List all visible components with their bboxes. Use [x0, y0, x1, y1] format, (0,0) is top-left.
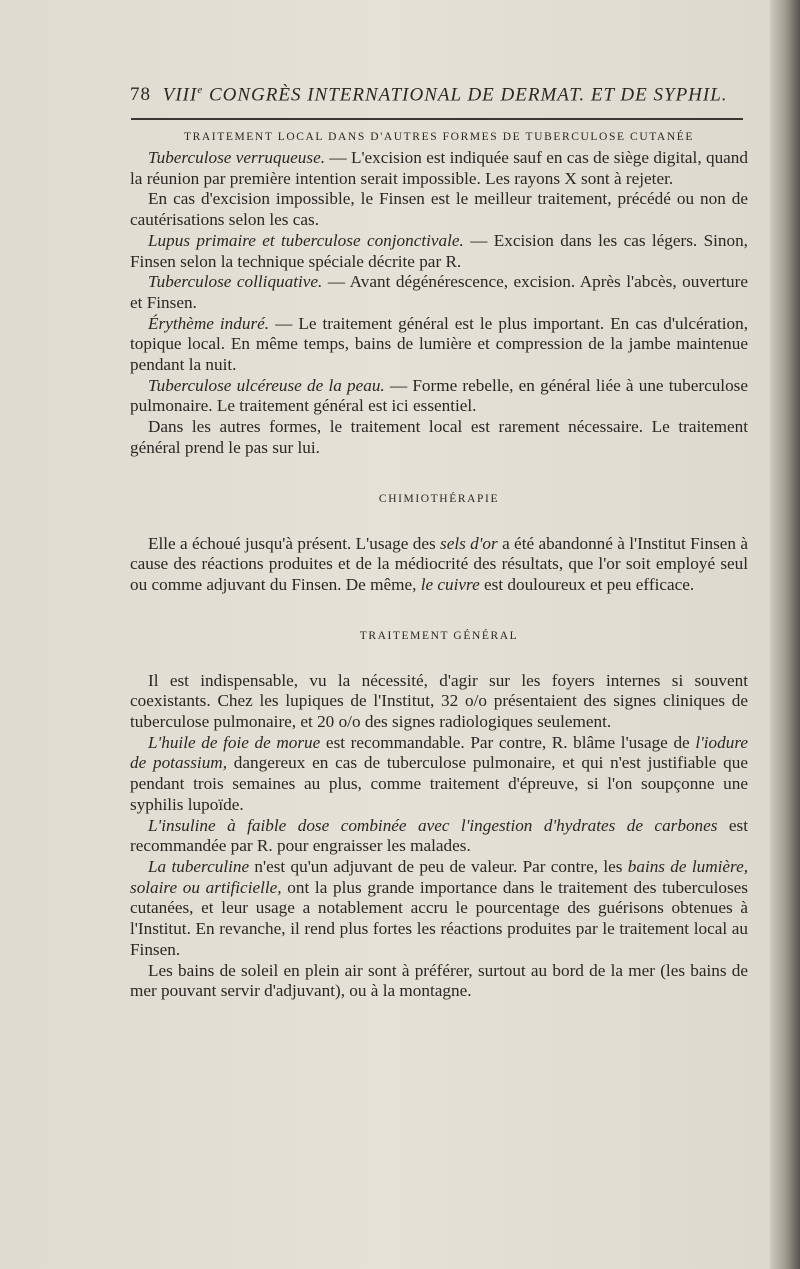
section-heading: TRAITEMENT GÉNÉRAL — [359, 629, 519, 642]
text-run: est douloureux et peu efficace. — [479, 574, 695, 594]
section-heading: TRAITEMENT LOCAL DANS D'AUTRES FORMES DE TUBERCULOSE CUTANÉE — [184, 131, 694, 143]
paragraph — [130, 857, 748, 961]
text-run: Les bains de soleil en plein air sont à préférer, surtout au bord de la mer (les bains de mer pouvant servir d'adjuvant), ou à la montagne. — [130, 960, 748, 1001]
section-heading: CHIMIOTHÉRAPIE — [378, 492, 500, 505]
paragraph — [130, 816, 748, 857]
text-run: — Excision dans les cas légers. Sinon, Finsen selon la technique spéciale décrite par R. — [130, 230, 748, 271]
text-run: ont la plus grande importance dans le traitement des tuberculoses cutanées, et leur usage a notablement accru le pourcentage des guérisons obtenues à l'Institut. En revanche, il rend plus fortes les réactions produites par le traitement local au Finsen. — [130, 877, 749, 959]
body-text — [130, 127, 748, 1002]
header-title-prefix: VIII — [162, 84, 198, 106]
text-run: — Avant dégénérescence, excision. Après l'abcès, ouverture et Finsen. — [130, 272, 748, 312]
italic-term: le cuivre — [420, 574, 480, 594]
page-number: 78 — [130, 84, 151, 106]
text-run: En cas d'excision impossible, le Finsen est le meilleur traitement, précédé ou non de cautérisations selon les cas. — [130, 189, 748, 230]
header-title-sup: e — [197, 84, 204, 96]
header-title-rest: CONGRÈS INTERNATIONAL DE DERMAT. ET DE SYPHIL. — [203, 84, 728, 106]
paragraph — [130, 733, 748, 816]
italic-term: Tuberculose colliquative. — [148, 272, 323, 292]
text-run: Elle a échoué jusqu'à présent. L'usage des — [148, 533, 441, 553]
page-edge-shadow — [770, 0, 800, 1269]
text-run: — Forme rebelle, en général liée à une tuberculose pulmonaire. Le traitement général est ici essentiel. — [130, 375, 748, 416]
text-run: — L'excision est indiquée sauf en cas de siège digital, quand la réunion par première intention serait impossible. Les rayons X sont à rejeter. — [130, 148, 748, 188]
header-rule — [131, 118, 743, 120]
text-run: n'est qu'un adjuvant de peu de valeur. Par contre, les — [249, 856, 628, 876]
paragraph — [130, 671, 748, 733]
italic-term: Tuberculose verruqueuse. — [148, 148, 326, 167]
italic-term: L'insuline à faible dose combinée avec l'ingestion d'hydrates de carbones — [148, 815, 718, 835]
italic-term: Tuberculose ulcéreuse de la peau. — [148, 375, 385, 395]
italic-term: Lupus primaire et tuberculose conjonctivale. — [148, 230, 464, 250]
text-run: Il est indispensable, vu la nécessité, d'agir sur les foyers internes si souvent coexistants. Chez les lupiques de l'Institut, 32 o/o présentaient des signes cliniques de tuberculose pulmonaire, et 20 o/o des signes radiologiques seulement. — [130, 670, 748, 732]
text-run: a été abandonné à l'Institut Finsen à cause des réactions produites et de la médiocrité des résultats, que l'or soit employé seul ou comme adjuvant du Finsen. De même, — [130, 533, 748, 594]
paragraph — [130, 314, 748, 376]
running-header — [130, 84, 742, 106]
italic-term: La tuberculine — [148, 856, 250, 876]
text-run: est recommandable. Par contre, R. blâme l'usage de — [320, 732, 696, 752]
paragraph — [130, 231, 748, 272]
italic-term: bains de lumière, solaire ou artificielle, — [130, 856, 748, 897]
text-run: — Le traitement général est le plus important. En cas d'ulcération, topique local. En même temps, bains de lumière et compression de la jambe maintenue pendant la nuit. — [130, 313, 748, 375]
paragraph — [130, 534, 748, 596]
paragraph — [130, 148, 748, 189]
paragraph — [130, 272, 748, 313]
italic-term: sels d'or — [440, 533, 498, 553]
paragraph — [130, 961, 748, 1002]
paragraph — [130, 189, 748, 230]
text-run: , dangereux en cas de tuberculose pulmonaire, et qui n'est justifiable que pendant trois semaines au plus, comme traitement d'épreuve, si l'on soupçonne une syphilis lupoïde. — [130, 753, 749, 814]
paragraph — [130, 417, 748, 458]
italic-term: Érythème induré. — [148, 313, 270, 333]
text-run: est recommandée par R. pour engraisser les malades. — [130, 815, 748, 856]
italic-term: L'huile de foie de morue — [148, 732, 321, 752]
italic-term: l'iodure de potassium — [130, 732, 748, 773]
text-run: Dans les autres formes, le traitement local est rarement nécessaire. Le traitement général prend le pas sur lui. — [130, 417, 748, 457]
paragraph — [130, 376, 748, 417]
